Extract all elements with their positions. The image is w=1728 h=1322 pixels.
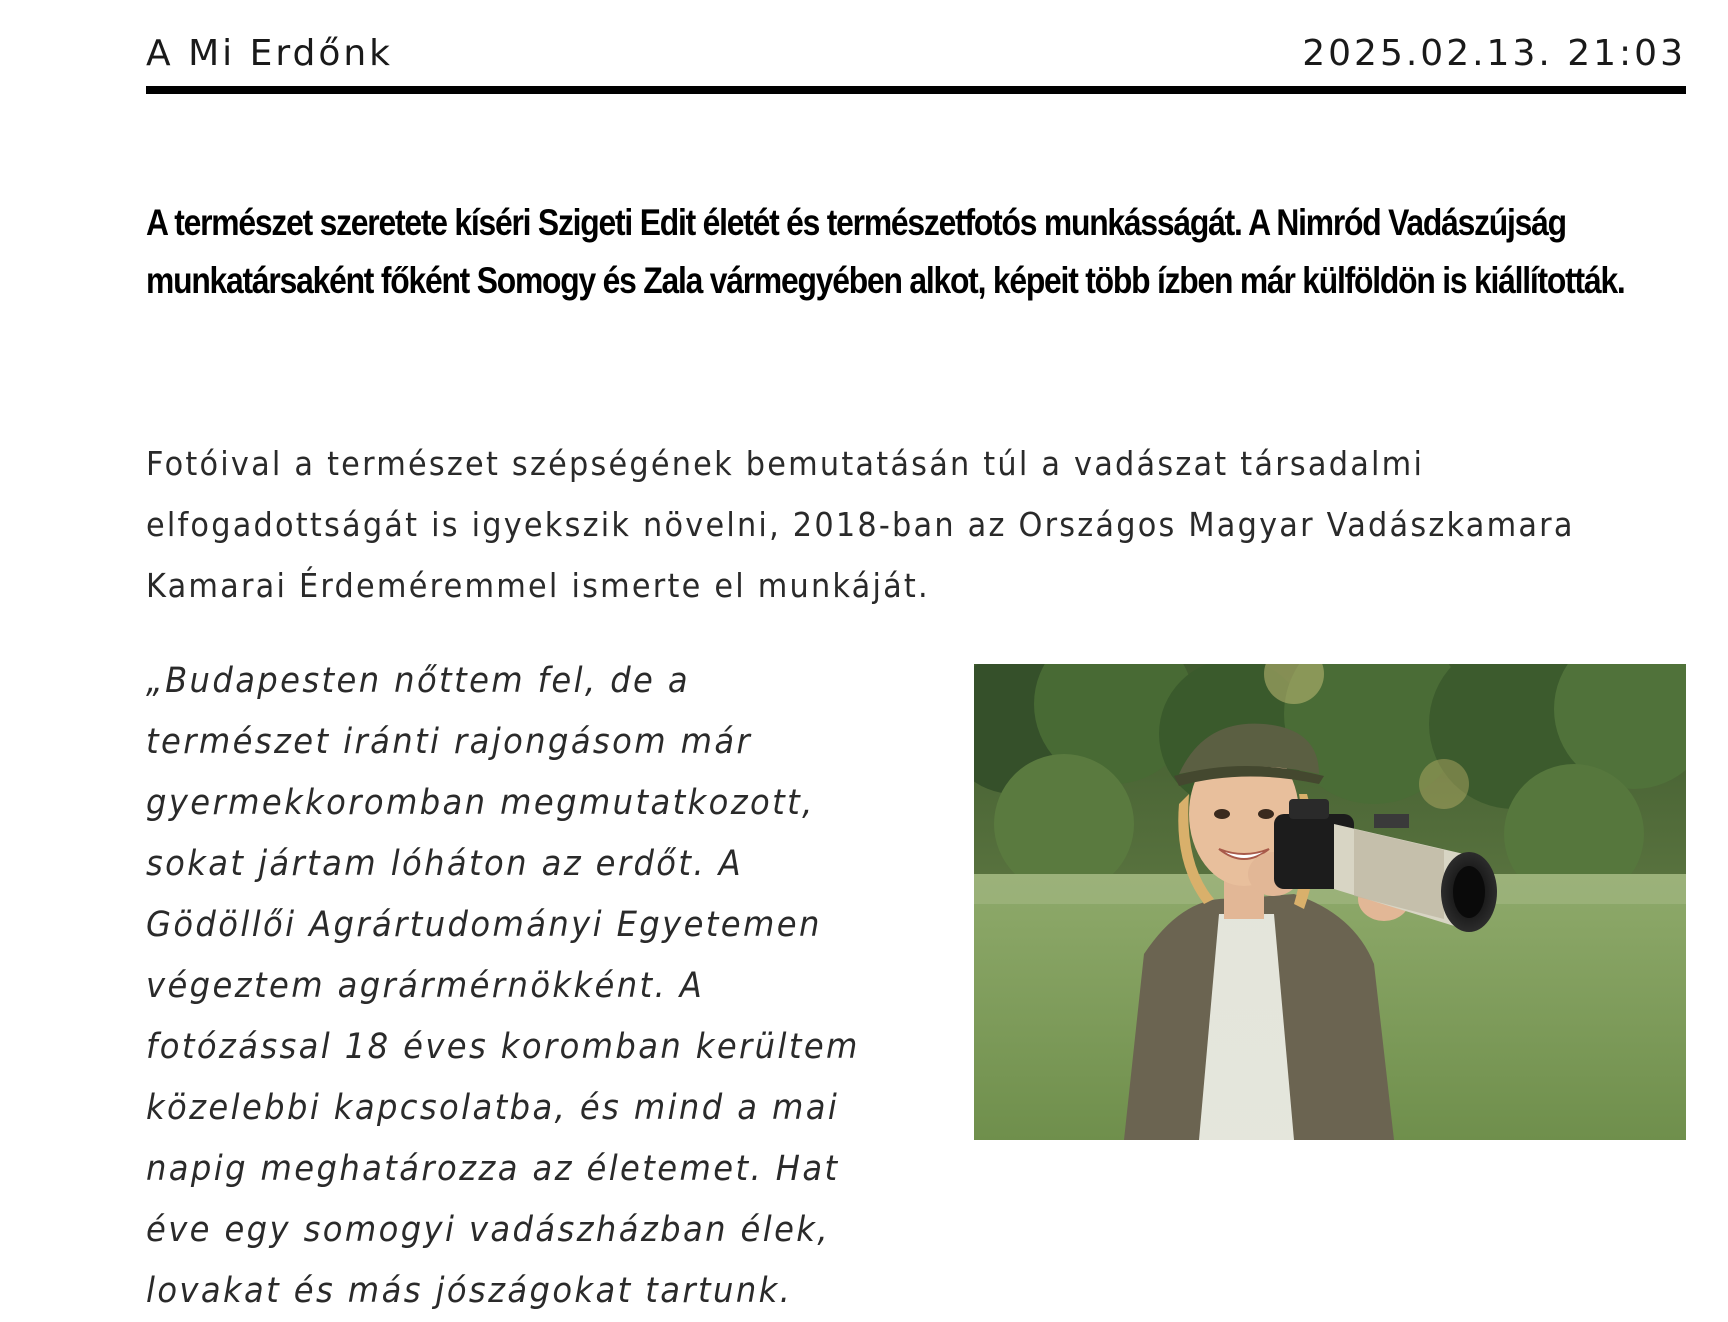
article-paragraph: Fotóival a természet szépségének bemutatásán túl a vadászat társadalmi elfogadottságát is igyekszik növelni, 2018-ban az Országos Magyar Vadászkamara Kamarai Érdeméremmel ismerte el munkáját.: [146, 444, 1575, 605]
photographer-photo-illustration: [974, 664, 1686, 1140]
article-lead: A természet szeretete kíséri Szigeti Edit életét és természetfotós munkásságát. A Nimród Vadászújság munkatársaként főként Somogy és Zala vármegyében alkot, képeit több ízben már külföldön is kiállították.: [146, 202, 1625, 301]
site-name[interactable]: A Mi Erdőnk: [146, 33, 394, 74]
article-header: [146, 28, 1686, 78]
publish-timestamp: 2025.02.13. 21:03: [1302, 33, 1686, 74]
header-divider: [146, 86, 1686, 94]
article-quote: „Budapesten nőttem fel, de a természet iránti rajongásom már gyermekkoromban megmutatkozott, sokat jártam lóháton az erdőt. A Gödöllői Agrártudományi Egyetemen végeztem agrármérnökként. A fotózással 18 éves koromban kerültem közelebbi kapcsolatba, és mind a mai napig meghatározza az életemet. Hat éve egy somogyi vadászházban élek, lovakat és más jószágokat tartunk.: [146, 661, 860, 1311]
article-photo[interactable]: [974, 664, 1686, 1140]
